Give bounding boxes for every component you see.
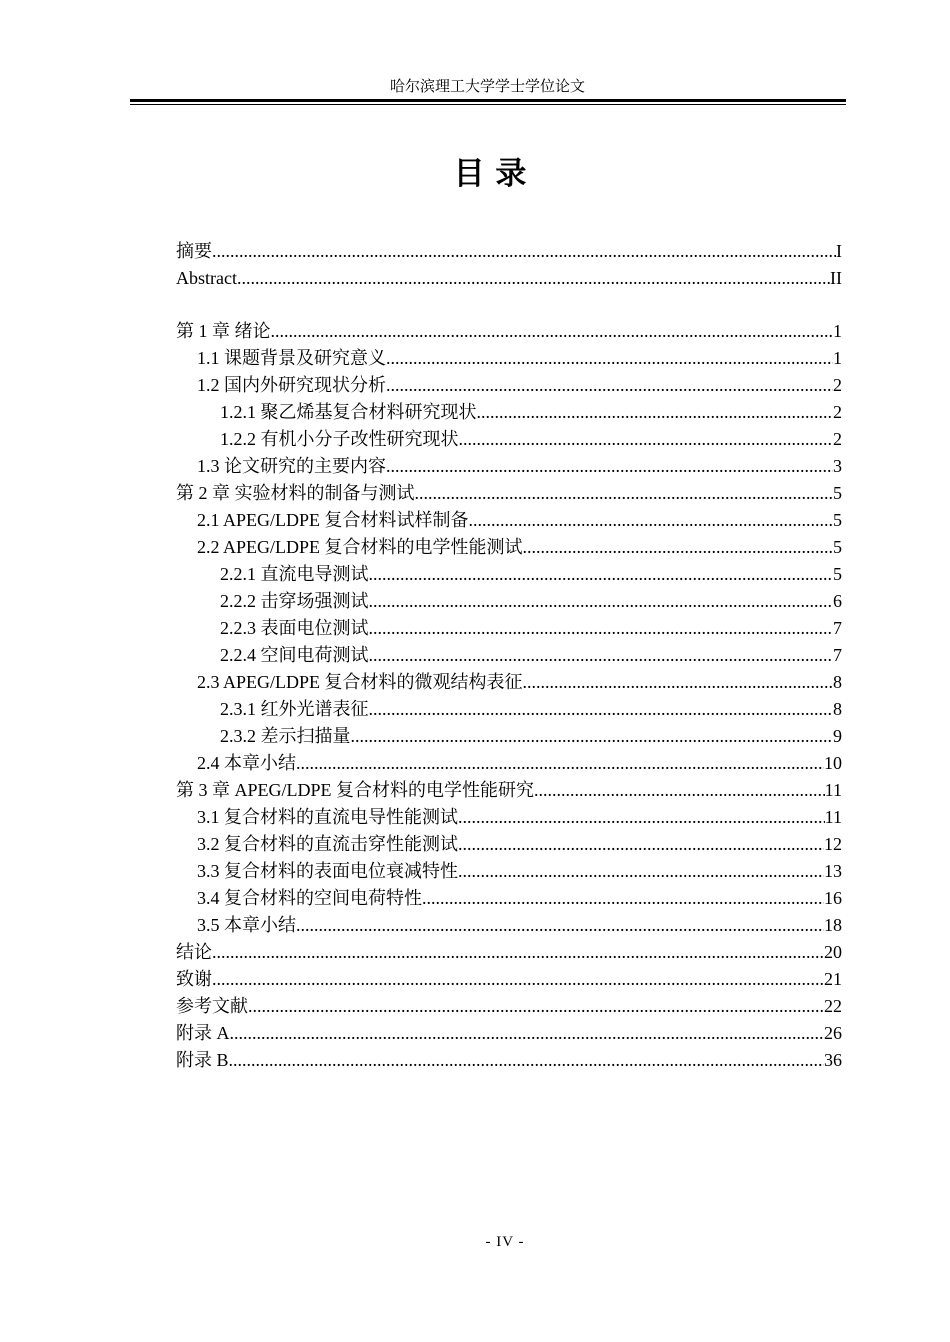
toc-entry-page: 2	[833, 429, 842, 449]
toc-dot-leader	[459, 426, 834, 453]
toc-entry-label: 第 1 章 绪论	[176, 321, 271, 341]
toc-dot-leader	[477, 399, 834, 426]
toc-entry-label: 2.3.1 红外光谱表征	[220, 699, 369, 719]
toc-entry-page: 6	[833, 591, 842, 611]
toc-entry-page: 1	[833, 348, 842, 368]
toc-entry-page: 18	[824, 915, 842, 935]
toc-entry-page: II	[830, 268, 842, 288]
toc-dot-leader	[212, 939, 824, 966]
toc-entry-label: Abstract	[176, 268, 237, 288]
toc-entry[interactable]	[176, 561, 842, 588]
toc-dot-leader	[369, 642, 834, 669]
toc-entry-label: 1.1 课题背景及研究意义	[197, 348, 386, 368]
toc-dot-leader	[386, 453, 833, 480]
toc-entry[interactable]	[176, 534, 842, 561]
toc-entry[interactable]	[176, 642, 842, 669]
toc-entry-label: 致谢	[176, 969, 212, 989]
toc-entry-page: 16	[824, 888, 842, 908]
toc-dot-leader	[458, 804, 825, 831]
toc-entry-label: 1.3 论文研究的主要内容	[197, 456, 386, 476]
toc-entry[interactable]	[176, 723, 842, 750]
toc-entry-label: 2.2.1 直流电导测试	[220, 564, 369, 584]
toc-entry-label: 2.2.3 表面电位测试	[220, 618, 369, 638]
toc-entry-label: 摘要	[176, 241, 212, 261]
toc-entry-page: 26	[824, 1023, 842, 1043]
toc-entry-label: 1.2 国内外研究现状分析	[197, 375, 386, 395]
toc-entry-label: 3.2 复合材料的直流击穿性能测试	[197, 834, 458, 854]
toc-entry[interactable]	[176, 858, 842, 885]
toc-dot-leader	[469, 507, 833, 534]
toc-dot-leader	[296, 912, 824, 939]
toc-dot-leader	[386, 372, 833, 399]
toc-entry[interactable]	[176, 912, 842, 939]
toc-entry-label: 1.2.2 有机小分子改性研究现状	[220, 429, 459, 449]
table-of-contents	[176, 238, 842, 1074]
page-number: - IV -	[485, 1234, 525, 1250]
toc-entry-label: 3.5 本章小结	[197, 915, 296, 935]
toc-dot-leader	[230, 1020, 825, 1047]
toc-entry[interactable]	[176, 885, 842, 912]
toc-entry-page: 3	[833, 456, 842, 476]
page-title: 目 录	[453, 156, 527, 192]
toc-entry-label: 2.2.4 空间电荷测试	[220, 645, 369, 665]
toc-entry[interactable]	[176, 696, 842, 723]
toc-entry[interactable]	[176, 804, 842, 831]
toc-dot-leader	[523, 534, 833, 561]
toc-entry-label: 第 3 章 APEG/LDPE 复合材料的电学性能研究	[176, 780, 535, 800]
toc-dot-leader	[351, 723, 834, 750]
toc-entry-page: 8	[833, 699, 842, 719]
toc-entry-page: 5	[833, 510, 842, 530]
toc-entry-page: 11	[824, 807, 842, 827]
toc-dot-leader	[212, 238, 836, 265]
toc-entry[interactable]	[176, 345, 842, 372]
toc-entry-page: 2	[833, 402, 842, 422]
toc-entry[interactable]	[176, 777, 842, 804]
toc-entry-label: 1.2.1 聚乙烯基复合材料研究现状	[220, 402, 477, 422]
toc-entry-label: 2.2.2 击穿场强测试	[220, 591, 369, 611]
toc-dot-leader	[386, 345, 833, 372]
toc-dot-leader	[212, 966, 824, 993]
toc-entry[interactable]	[176, 372, 842, 399]
toc-entry[interactable]	[176, 588, 842, 615]
toc-dot-leader	[296, 750, 824, 777]
toc-entry-page: 5	[833, 564, 842, 584]
toc-entry-label: 附录 B	[176, 1050, 229, 1070]
toc-dot-leader	[271, 318, 834, 345]
toc-entry-page: 36	[824, 1050, 842, 1070]
header-rule-thin	[130, 104, 846, 105]
toc-dot-leader	[415, 480, 834, 507]
toc-entry-label: 3.1 复合材料的直流电导性能测试	[197, 807, 458, 827]
toc-entry[interactable]	[176, 831, 842, 858]
toc-entry[interactable]	[176, 750, 842, 777]
toc-dot-leader	[422, 885, 824, 912]
toc-entry[interactable]	[176, 1020, 842, 1047]
toc-entry[interactable]	[176, 426, 842, 453]
toc-entry-page: 7	[833, 645, 842, 665]
toc-dot-leader	[369, 615, 834, 642]
toc-entry[interactable]	[176, 480, 842, 507]
toc-entry-page: 11	[824, 780, 842, 800]
toc-entry-label: 2.3.2 差示扫描量	[220, 726, 351, 746]
toc-entry-page: 8	[833, 672, 842, 692]
toc-entry[interactable]	[176, 265, 842, 292]
toc-entry-page: 21	[824, 969, 842, 989]
toc-dot-leader	[229, 1047, 824, 1074]
header-rule-thick	[130, 99, 846, 102]
toc-dot-leader	[534, 777, 825, 804]
toc-entry[interactable]	[176, 993, 842, 1020]
toc-entry[interactable]	[176, 399, 842, 426]
toc-entry-label: 3.4 复合材料的空间电荷特性	[197, 888, 422, 908]
running-header: 哈尔滨理工大学学士学位论文	[389, 79, 585, 95]
toc-entry-label: 附录 A	[176, 1023, 230, 1043]
toc-entry-page: 1	[833, 321, 842, 341]
toc-dot-leader	[248, 993, 824, 1020]
toc-dot-leader	[369, 588, 834, 615]
toc-entry[interactable]	[176, 453, 842, 480]
toc-dot-leader	[237, 265, 830, 292]
toc-entry-page: 2	[833, 375, 842, 395]
toc-dot-leader	[369, 561, 834, 588]
toc-entry[interactable]	[176, 318, 842, 345]
toc-entry-label: 参考文献	[176, 996, 248, 1016]
toc-dot-leader	[458, 831, 824, 858]
toc-entry-label: 2.2 APEG/LDPE 复合材料的电学性能测试	[197, 537, 523, 557]
toc-dot-leader	[523, 669, 833, 696]
toc-entry-page: 5	[833, 537, 842, 557]
toc-entry-label: 2.3 APEG/LDPE 复合材料的微观结构表征	[197, 672, 523, 692]
toc-entry[interactable]	[176, 615, 842, 642]
toc-entry-page: 9	[833, 726, 842, 746]
toc-entry-page: I	[836, 241, 842, 261]
toc-entry[interactable]	[176, 669, 842, 696]
toc-entry-label: 2.1 APEG/LDPE 复合材料试样制备	[197, 510, 469, 530]
toc-entry[interactable]	[176, 966, 842, 993]
toc-entry-label: 2.4 本章小结	[197, 753, 296, 773]
toc-entry[interactable]	[176, 939, 842, 966]
toc-entry-label: 第 2 章 实验材料的制备与测试	[176, 483, 415, 503]
toc-dot-leader	[458, 858, 824, 885]
toc-entry-page: 10	[824, 753, 842, 773]
toc-entry-page: 7	[833, 618, 842, 638]
toc-entry-label: 结论	[176, 942, 212, 962]
toc-entry-page: 13	[824, 861, 842, 881]
toc-entry-page: 22	[824, 996, 842, 1016]
toc-entry[interactable]	[176, 238, 842, 265]
toc-entry-page: 20	[824, 942, 842, 962]
toc-dot-leader	[369, 696, 834, 723]
toc-entry-page: 5	[833, 483, 842, 503]
toc-entry-label: 3.3 复合材料的表面电位衰减特性	[197, 861, 458, 881]
toc-entry-page: 12	[824, 834, 842, 854]
toc-entry[interactable]	[176, 1047, 842, 1074]
toc-entry[interactable]	[176, 507, 842, 534]
